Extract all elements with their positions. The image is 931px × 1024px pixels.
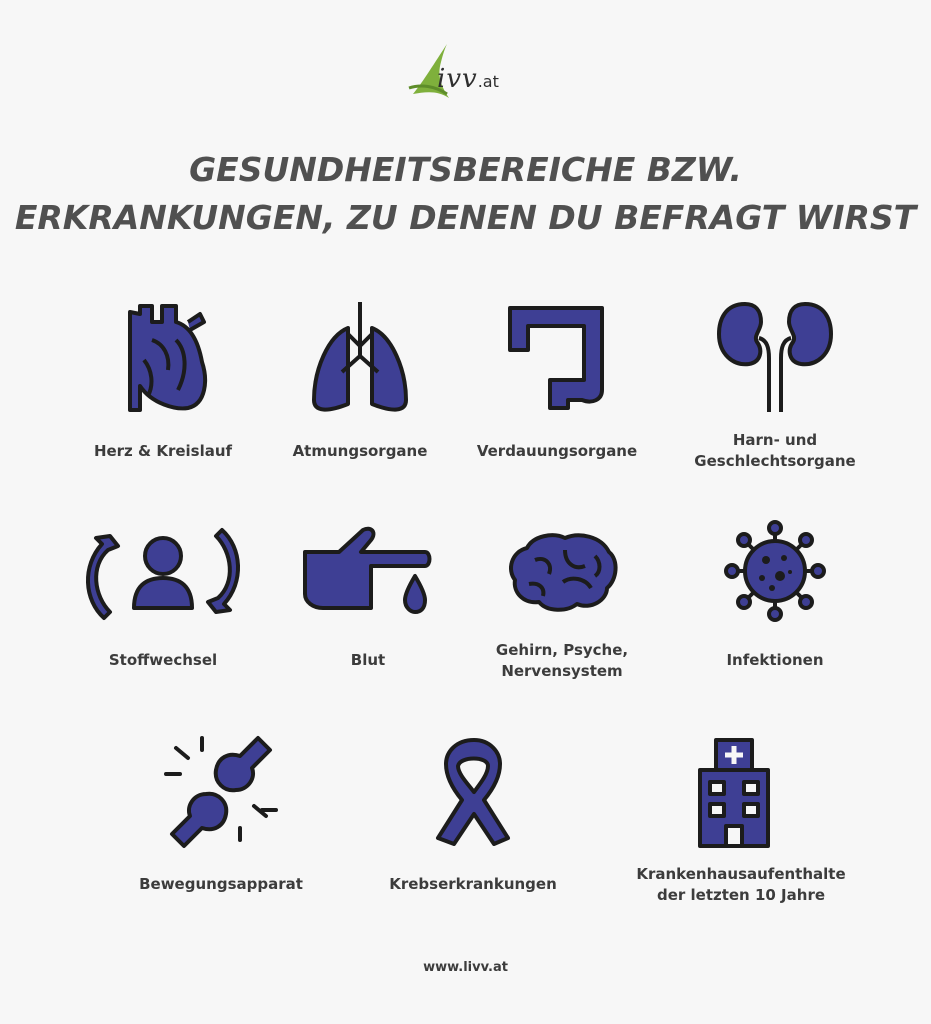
item-label: Geschlechtsorgane: [694, 452, 856, 470]
item-label: Herz & Kreislauf: [93, 442, 233, 460]
item-label: Nervensystem: [501, 662, 623, 680]
item-harn-geschlechtsorgane: [660, 296, 890, 476]
item-label: Harn- und: [732, 431, 818, 449]
lungs-icon: [308, 300, 412, 415]
item-label: Gehirn, Psyche,: [495, 641, 629, 659]
hospital-icon: [696, 734, 772, 850]
item-verdauungsorgane: [442, 296, 672, 476]
intestine-icon: [506, 300, 610, 415]
metabolism-icon: [80, 526, 246, 622]
item-stoffwechsel: [48, 520, 278, 690]
item-label: Krebserkrankungen: [389, 875, 557, 893]
footer-url: www.livv.at: [423, 960, 508, 975]
ribbon-icon: [428, 734, 518, 850]
item-label: Verdauungsorgane: [476, 442, 638, 460]
item-label: Krankenhausaufenthalte: [636, 865, 846, 883]
item-atmungsorgane: [245, 296, 475, 476]
item-label: Stoffwechsel: [108, 651, 218, 669]
item-label: Infektionen: [726, 651, 824, 669]
item-label: Blut: [350, 651, 386, 669]
item-label: Bewegungsapparat: [139, 875, 303, 893]
page-title: [0, 146, 931, 242]
item-infektionen: [660, 516, 890, 690]
title-line-2: ERKRANKUNGEN, ZU DENEN DU BEFRAGT WIRST: [14, 198, 917, 237]
kidneys-icon: [715, 300, 835, 415]
item-label: Atmungsorgane: [292, 442, 428, 460]
title-line-1: GESUNDHEITSBEREICHE BZW.: [189, 150, 742, 189]
brain-icon: [505, 530, 619, 614]
item-label: der letzten 10 Jahre: [656, 886, 826, 904]
item-bewegungsapparat: [106, 734, 336, 904]
heart-icon: [118, 300, 208, 415]
item-krebserkrankungen: [358, 734, 588, 904]
item-herz-kreislauf: [48, 296, 278, 476]
item-krankenhausaufenthalte: [626, 734, 856, 914]
logo-wordmark: ivv.at: [437, 64, 499, 94]
joint-icon: [162, 734, 280, 850]
blood-drop-icon: [301, 524, 435, 624]
virus-icon: [724, 520, 826, 622]
item-gehirn-psyche: [447, 520, 677, 690]
